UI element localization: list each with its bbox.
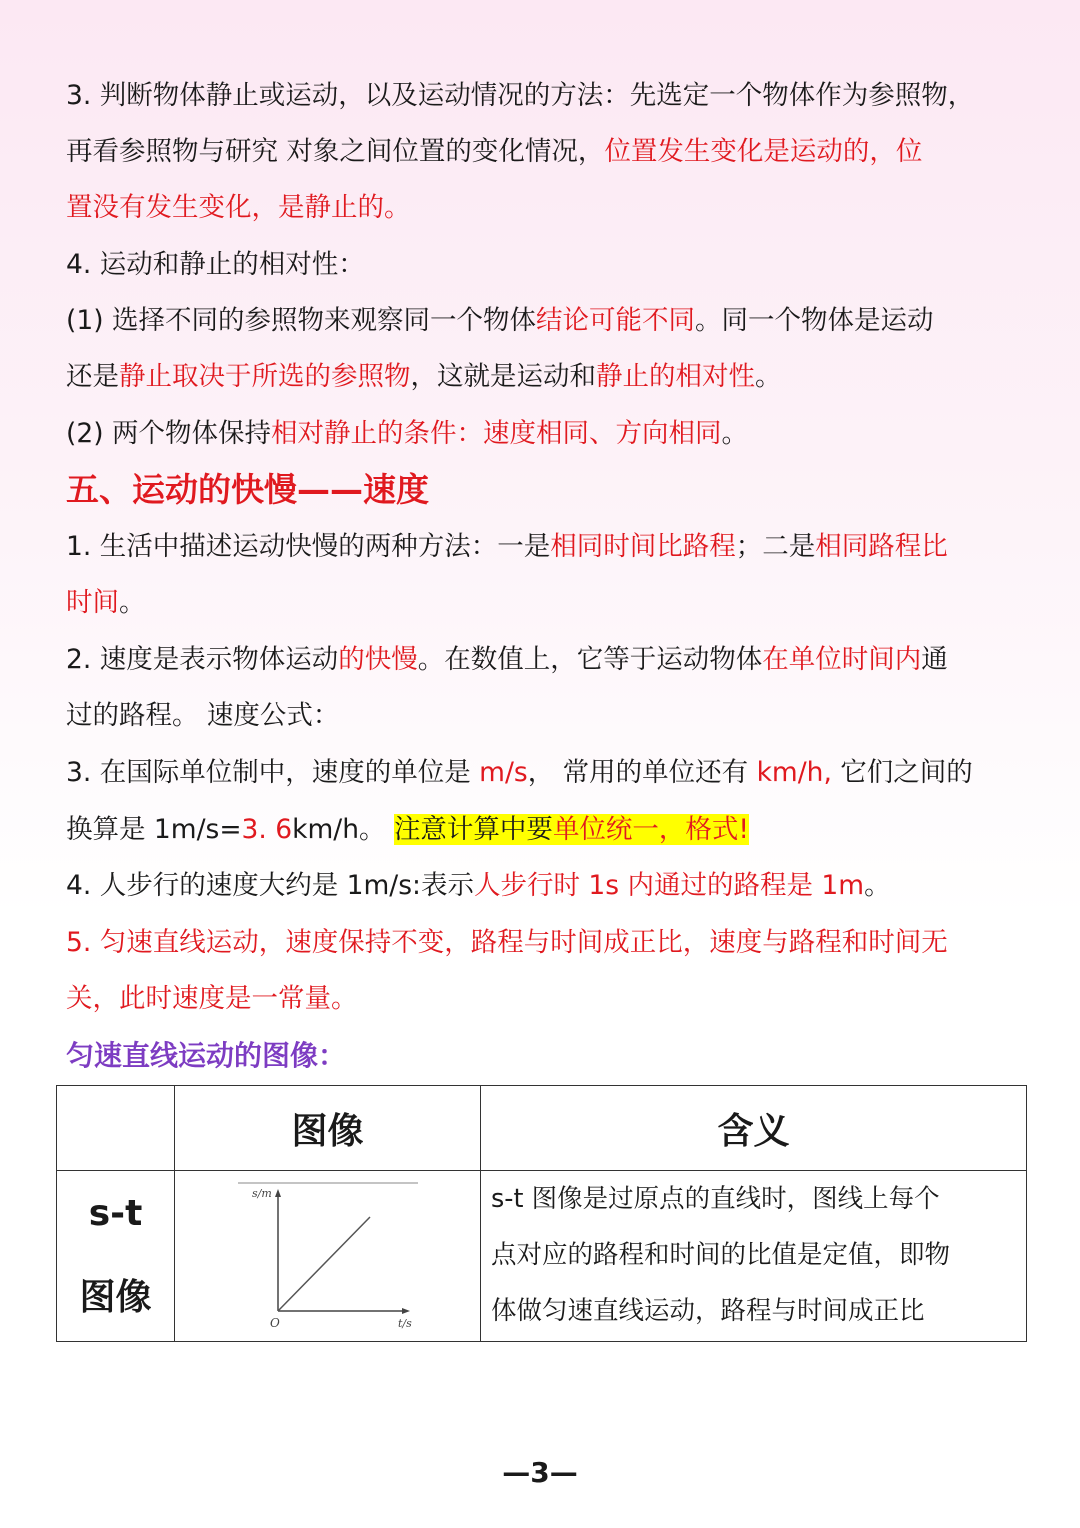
text: 再看参照物与研究 对象之间位置的变化情况，: [66, 136, 605, 167]
graphs-subtitle: 匀速直线运动的图像：: [66, 1039, 347, 1072]
origin-label: O: [269, 1316, 280, 1330]
para-3-line-3: [66, 180, 1026, 236]
para-4-item-2: [66, 406, 1026, 462]
table-row: [57, 1171, 1027, 1342]
text: 1. 生活中描述运动快慢的两种方法：一是: [66, 531, 551, 562]
highlighted-note: [394, 814, 749, 845]
para-4-title: [66, 237, 1026, 293]
para-4-item-1-cont: [66, 349, 1026, 405]
st-graph: [238, 1181, 418, 1331]
row-label-cell: [57, 1171, 175, 1342]
meaning-line-3: 体做匀速直线运动，路程与时间成正比: [491, 1296, 925, 1326]
text: 。在数值上，它等于运动物体: [417, 644, 763, 675]
header-image: 图像: [175, 1086, 481, 1171]
page-number: —3—: [502, 1456, 578, 1489]
graph-cell: [175, 1171, 481, 1342]
red-text: 关，此时速度是一常量。: [66, 983, 358, 1014]
text: 4. 运动和静止的相对性：: [66, 249, 365, 280]
text: ，这就是运动和: [410, 361, 596, 392]
text: (2) 两个物体保持: [66, 418, 271, 449]
text: 换算是 1m/s=: [66, 814, 242, 845]
y-axis-label: s/m: [251, 1187, 272, 1200]
text: (1) 选择不同的参照物来观察同一个物体: [66, 305, 536, 336]
text: 3. 判断物体静止或运动，以及运动情况的方法：先选定一个物体作为参照物，: [66, 80, 975, 111]
text: 。: [721, 418, 748, 449]
red-text: 人步行时 1s 内通过的路程是 1m: [473, 870, 865, 901]
text: 。同一个物体是运动: [694, 305, 934, 336]
y-axis-arrow: [275, 1189, 281, 1197]
s5-para-4: [66, 858, 1026, 914]
text: 它们之间的: [831, 757, 973, 788]
red-text: 单位统一，格式!: [552, 814, 750, 845]
header-meaning: 含义: [481, 1086, 1027, 1171]
section-5-heading: 五、运动的快慢——速度: [66, 470, 429, 509]
text: ， 常用的单位还有: [527, 757, 757, 788]
s5-para-2-cont: [66, 688, 1026, 744]
red-text: 置没有发生变化，是静止的。: [66, 192, 411, 223]
s5-para-2: [66, 632, 1026, 688]
row-label-line-2: 图像: [79, 1277, 152, 1318]
x-axis-arrow: [402, 1308, 410, 1314]
red-text: 时间: [66, 587, 119, 618]
red-text: 静止的相对性: [596, 361, 755, 392]
text: 。: [755, 361, 782, 392]
red-text: 结论可能不同: [535, 305, 695, 336]
red-text: km/h,: [756, 757, 832, 788]
s5-para-3-cont: [66, 802, 1026, 858]
text: ；二是: [735, 531, 816, 562]
s5-para-5: [66, 915, 1026, 971]
text: 。: [864, 870, 891, 901]
meaning-line-2: 点对应的路程和时间的比值是定值，即物: [491, 1240, 951, 1270]
red-text: 在单位时间内: [762, 644, 922, 675]
meaning-line-1: s-t 图像是过原点的直线时，图线上每个: [491, 1184, 940, 1214]
text: 。: [119, 587, 146, 618]
para-4-item-1: [66, 293, 1026, 349]
text: 注意计算中要: [393, 814, 553, 845]
text: 还是: [66, 361, 119, 392]
red-text: m/s: [479, 757, 528, 788]
red-text: 3. 6: [241, 814, 293, 845]
st-line: [278, 1217, 370, 1311]
s5-para-5-cont: [66, 971, 1026, 1027]
text: 过的路程。 速度公式：: [66, 700, 340, 731]
table-header-row: [57, 1086, 1027, 1171]
red-text: 静止取决于所选的参照物: [119, 361, 411, 392]
text: 2. 速度是表示物体运动: [66, 644, 339, 675]
text: km/h。: [292, 814, 394, 845]
header-empty-cell: [57, 1086, 175, 1171]
s5-para-1: [66, 519, 1026, 575]
text: 4. 人步行的速度大约是 1m/s:表示: [66, 870, 474, 901]
row-label-line-1: s-t: [88, 1193, 143, 1234]
red-text: 位置发生变化是运动的，位: [604, 136, 923, 167]
red-text: 相同路程比: [815, 531, 948, 562]
red-text: 5. 匀速直线运动，速度保持不变，路程与时间成正比，速度与路程和时间无: [66, 927, 948, 958]
s5-para-1-cont: [66, 575, 1026, 631]
red-text: 相对静止的条件：速度相同、方向相同: [270, 418, 722, 449]
text: 3. 在国际单位制中，速度的单位是: [66, 757, 480, 788]
text: 通: [921, 644, 948, 675]
x-axis-label: t/s: [397, 1317, 412, 1330]
graph-table: [56, 1085, 1027, 1342]
para-3-line-2: [66, 124, 1026, 180]
meaning-cell: [481, 1171, 1027, 1342]
s5-para-3: [66, 745, 1026, 801]
para-3-line-1: [66, 68, 1026, 124]
red-text: 的快慢: [338, 644, 418, 675]
red-text: 相同时间比路程: [550, 531, 736, 562]
